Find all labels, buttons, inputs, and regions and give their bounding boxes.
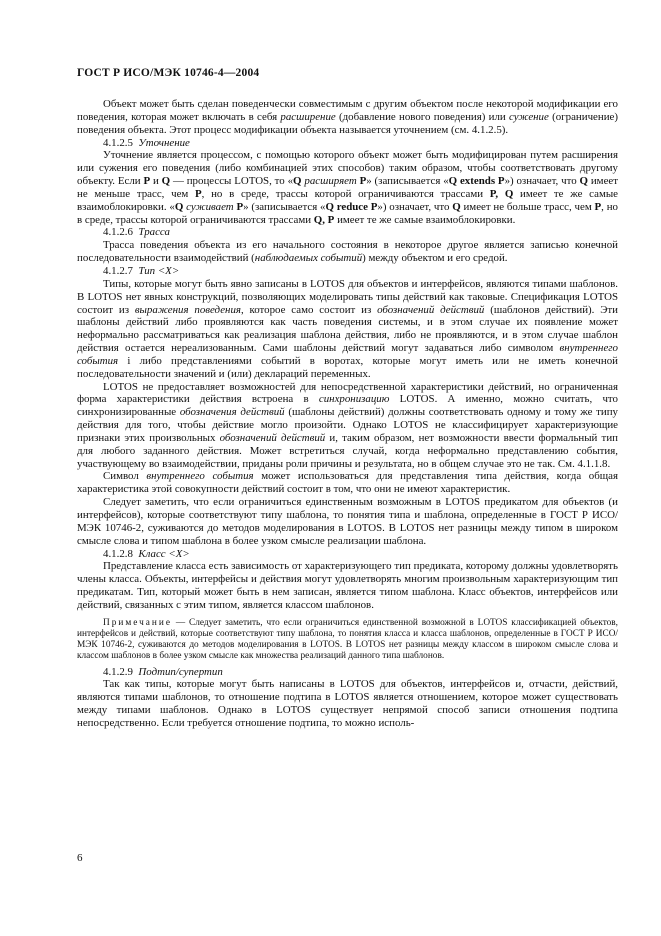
section-heading-4-1-2-6: 4.1.2.6 Трасса	[103, 226, 170, 239]
section-heading-4-1-2-5: 4.1.2.5 Уточнение	[103, 136, 190, 149]
note-paragraph: Примечание — Следует заметить, что если ограничиться единственной возможной в LOTOS классификацией объектов, интерфейсов и действий, которые соответствуют типу шаблона, то понятия класса и класса шаблонов, определенные в ГОСТ Р ИСО/МЭК 10746-2, суживаются до методов моделирования в LOTOS. В LOTOS нет разницы между классом в широком смысле слова и классом шаблонов в более узком смысле как множества реализаций данного типа шаблонов.	[77, 617, 618, 662]
note-label: Примечание	[103, 617, 172, 628]
paragraph-types: Типы, которые могут быть явно записаны в LOTOS для объектов и интерфейсов, являются типами шаблонов. В LOTOS нет явных конструкций, позволяющих моделировать типы действий как таковые. Спецификация LOTOS состоит из выражения поведения, которое само состоит из обозначений действий (шаблонов действий). Эти шаблоны действий либо проявляются как часть поведения системы, и в этом случае их появление может неформально рассматриваться как реализация шаблона действия, либо не проявляются, и в этом случае шаблон действия остается нереализованным. Сами шаблоны действий могут задаваться либо символом внутреннего события i либо представлениями событий в воротах, которые могут иметь или не иметь конечной последовательности значений и (или) деклараций переменных.	[77, 277, 618, 380]
paragraph-refinement: Уточнение является процессом, с помощью которого объект может быть модифицирован путем расширения или сужения его поведения (либо комбинацией этих способов) таким образом, чтобы соответствовать другому объекту. Если P и Q — процессы LOTOS, то «Q расширяет P» (записывается «Q extends P») означает, что Q имеет не меньше трасс, чем P, но в среде, трассы которой ограничиваются трассами P, Q имеет те же самые взаимоблокировки. «Q суживает P» (записывается «Q reduce P») означает, что Q имеет не больше трасс, чем P, но в среде, трассы которой ограничиваются трассами Q, P имеет те же самые взаимоблокировки.	[77, 149, 618, 226]
section-heading-4-1-2-7: 4.1.2.7 Тип <X>	[103, 264, 180, 277]
paragraph-subtype: Так как типы, которые могут быть написаны в LOTOS для объектов, интерфейсов и, отчасти, действий, являются типами шаблонов, то отношение подтипа в LOTOS является отношением, которое может существовать между типами шаблонов. Однако в LOTOS существует непрямой способ записи отношения подтипа непосредственно. Если требуется отношение подтипа, то можно исполь-	[77, 678, 618, 729]
paragraph-trace: Трасса поведения объекта из его начального состояния в некоторое другое является записью конечной последовательности взаимодействий (наблюдаемых событий) между объектом и его средой.	[77, 239, 618, 265]
paragraph-action-characterization: LOTOS не предоставляет возможностей для непосредственной характеристики действий, но ограниченная форма характеристики действия встроена в синхронизацию LOTOS. А именно, можно считать, что синхронизированные обозначения действий (шаблоны действий) должны соответствовать одному и тому же типу действия для того, чтобы действие могло произойти. Однако LOTOS не классифицирует характеризующие признаки этих произвольных обозначений действий и, таким образом, нет возможности ввести формальный тип для любого заданного действия. Может встретиться случай, когда неформально представлению события, участвующему во взаимодействии, приданы роли причины и результата, но в общем случае это не так. См. 4.1.1.8.	[77, 380, 618, 470]
document-header: ГОСТ Р ИСО/МЭК 10746-4—2004	[77, 67, 260, 79]
page-number: 6	[77, 852, 83, 864]
paragraph-class: Представление класса есть зависимость от характеризующего тип предиката, которому должны удовлетворять члены класса. Объекты, интерфейсы и действия могут удовлетворять многим произвольным характеризующим тип предикатам. Тип, который может быть в нем записан, является типом шаблона. Класс объектов, интерфейсов или действий, связанных с этим типом, является классом шаблонов.	[77, 560, 618, 611]
section-heading-4-1-2-9: 4.1.2.9 Подтип/супертип	[103, 665, 223, 678]
paragraph-internal-event: Символ внутреннего события может использоваться для представления типа действия, когда общая характеристика этой совокупности действий состоит в том, что они не имеют характеристик.	[77, 470, 618, 496]
paragraph-behavioral-compatibility: Объект может быть сделан поведенчески совместимым с другим объектом после некоторой модификации его поведения, которая может включать в себя расширение (добавление нового поведения) или сужение (ограничение) поведения объекта. Этот процесс модификации объекта называется уточнением (см. 4.1.2.5).	[77, 98, 619, 136]
document-body	[77, 98, 618, 730]
section-heading-4-1-2-8: 4.1.2.8 Класс <X>	[103, 547, 190, 560]
paragraph-type-predicate: Следует заметить, что если ограничиться единственным возможным в LOTOS предикатом для объектов (и интерфейсов), которые соответствуют типу шаблона, то понятия типа и шаблона, определенные в ГОСТ Р ИСО/МЭК 10746-2, суживаются до методов моделирования в LOTOS. В LOTOS нет разницы между типом в широком смысле слова и типом шаблона в более узком смысле реализации шаблона.	[77, 496, 618, 547]
